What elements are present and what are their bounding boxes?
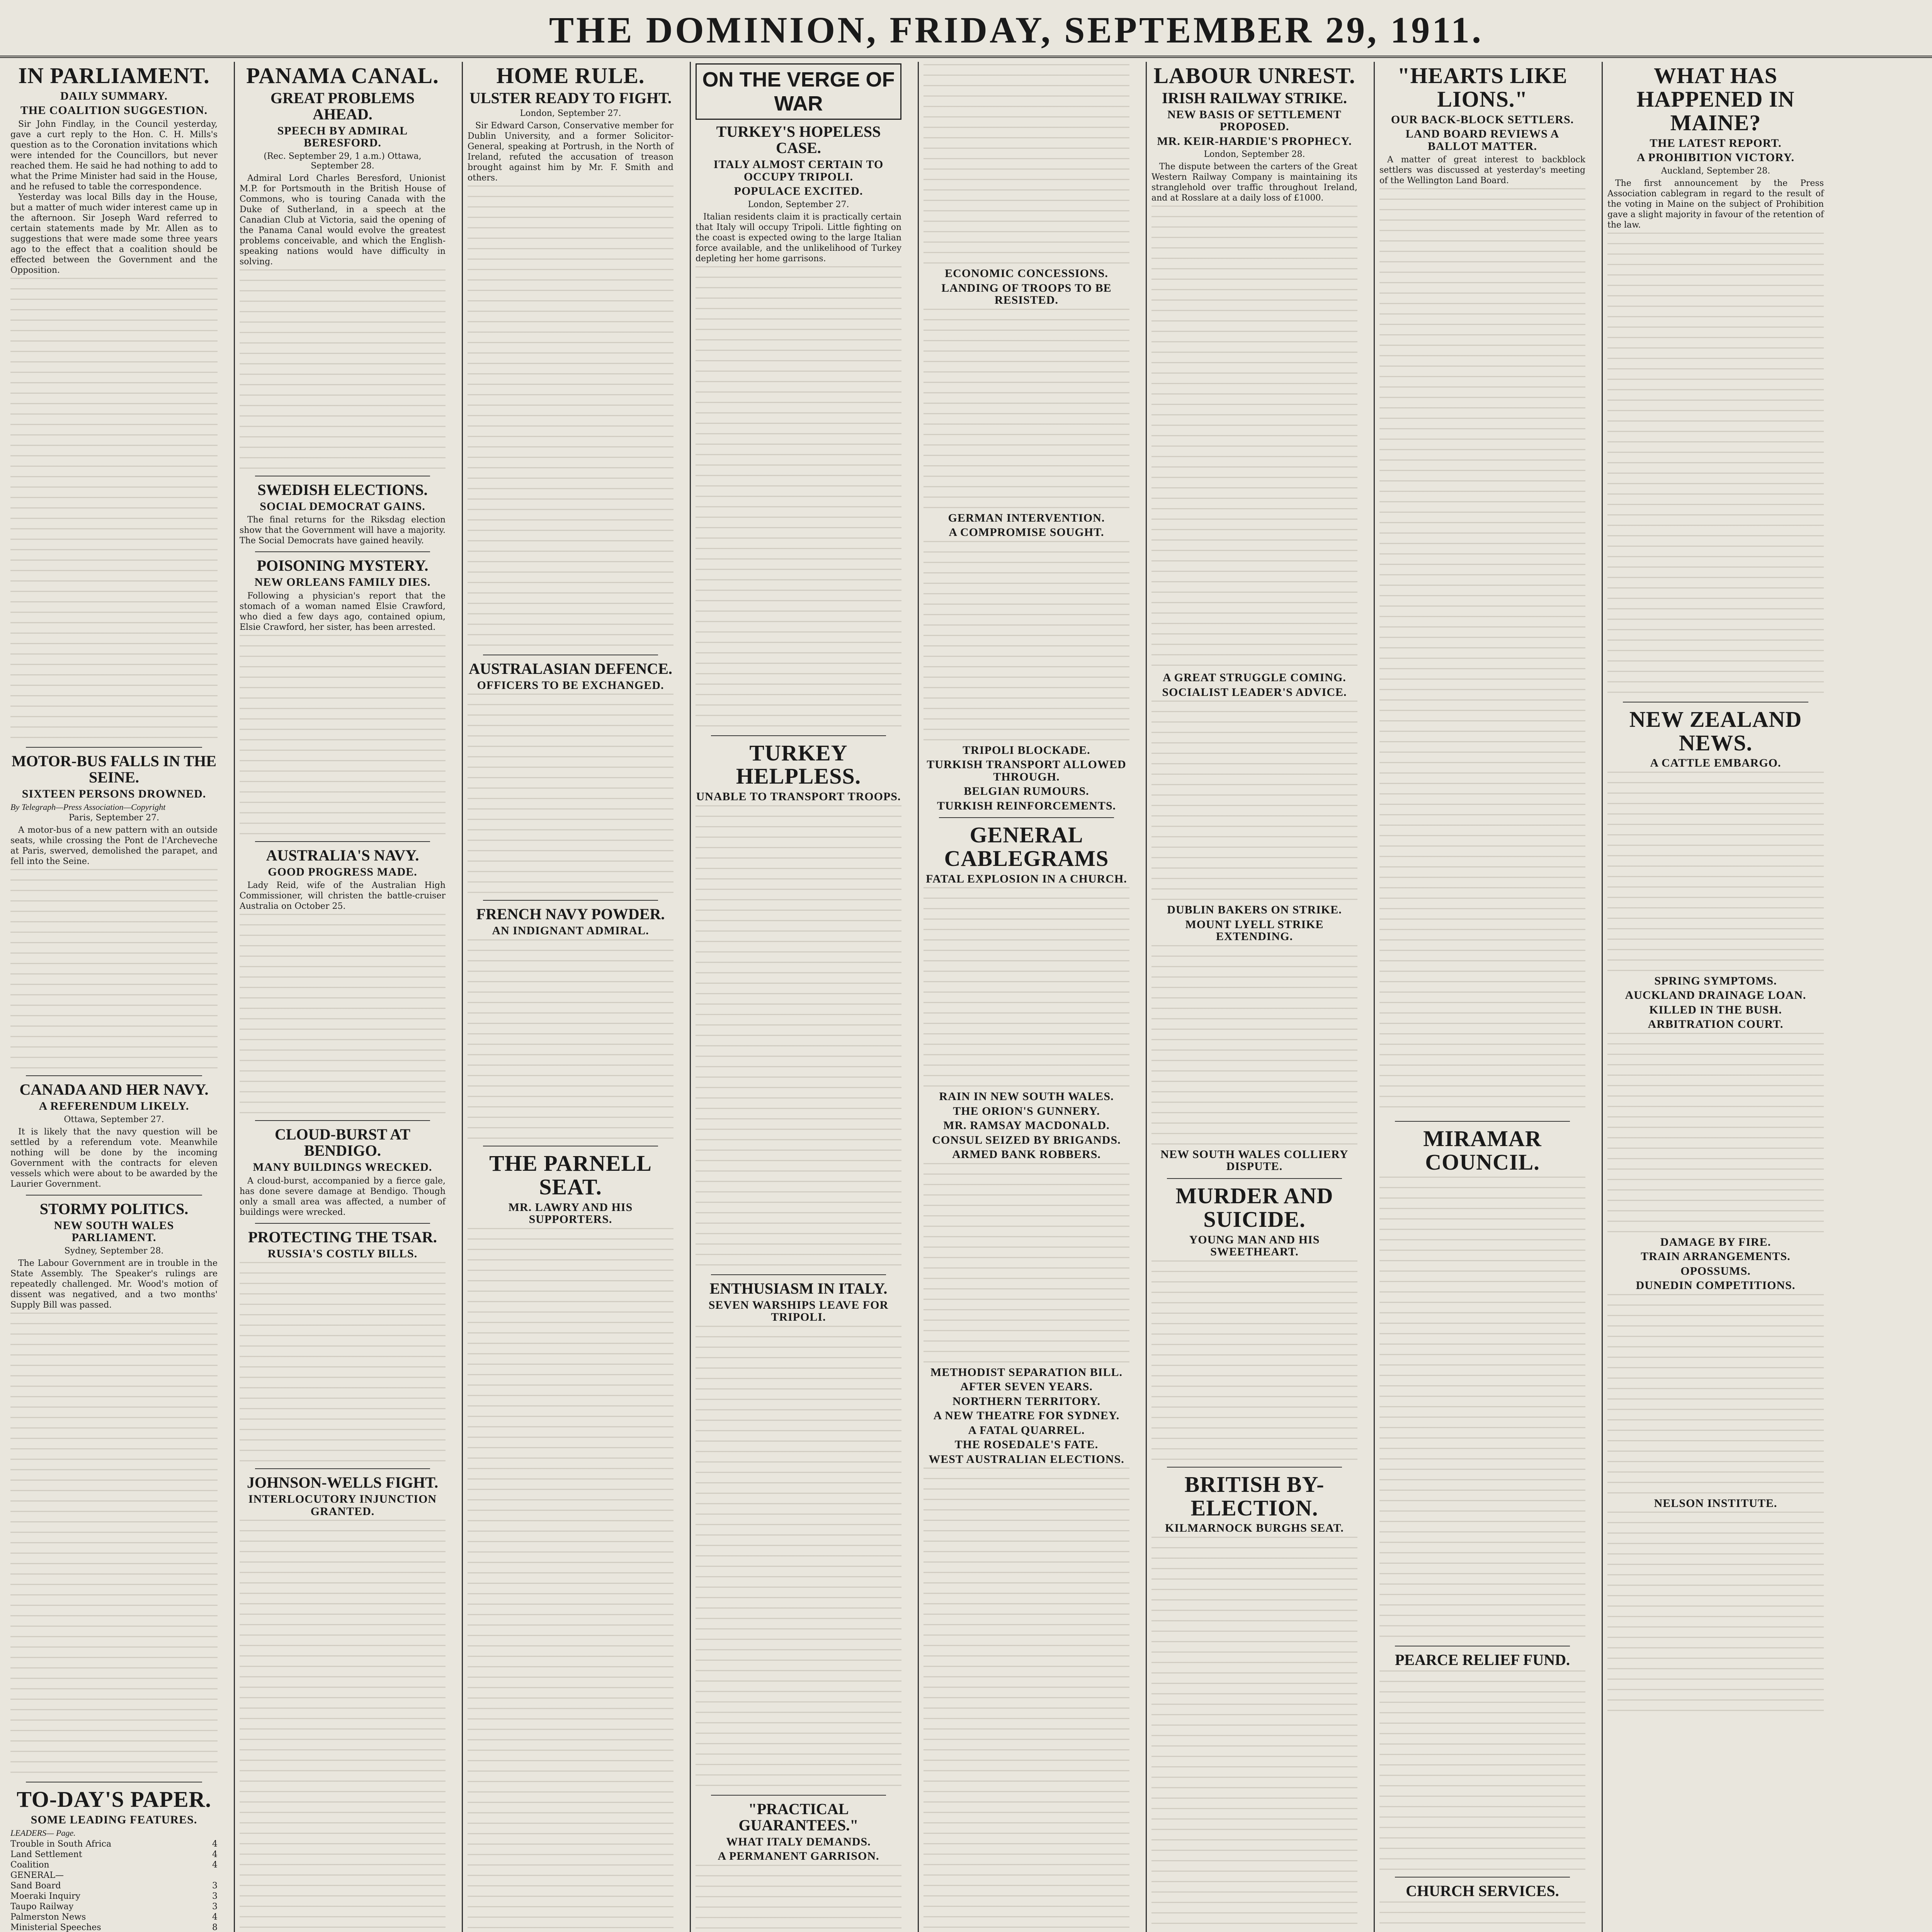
text-block — [923, 64, 1129, 265]
subhead: TURKISH TRANSPORT ALLOWED THROUGH. — [927, 758, 1126, 783]
paragraph: A matter of great interest to backblock settlers was discussed at yesterday's meeting of the Wellington Land Board. — [1379, 155, 1585, 186]
divider — [255, 1223, 430, 1224]
text-block — [696, 266, 901, 730]
column-7 — [1374, 62, 1590, 1932]
text-block — [1151, 1537, 1357, 1932]
subhead: FATAL EXPLOSION IN A CHURCH. — [926, 872, 1127, 885]
divider — [255, 1120, 430, 1121]
subhead-coalition: THE COALITION SUGGESTION. — [20, 104, 208, 117]
divider — [711, 1274, 886, 1275]
subhead: TURKEY'S HOPELESS CASE. — [716, 123, 881, 156]
text-block — [1151, 1260, 1357, 1461]
subhead: A PROHIBITION VICTORY. — [1636, 151, 1794, 164]
text-block — [468, 694, 673, 895]
text-block — [240, 635, 446, 836]
headline-cloud-burst: CLOUD-BURST AT BENDIGO. — [275, 1126, 410, 1160]
headline-hearts-like-lions: "HEARTS LIKE LIONS." — [1397, 63, 1568, 112]
divider — [255, 551, 430, 552]
column-3 — [462, 62, 678, 1932]
subhead: AN INDIGNANT ADMIRAL. — [492, 924, 649, 937]
text-block — [468, 185, 673, 649]
text-block — [240, 269, 446, 470]
subhead: SPRING SYMPTOMS. — [1654, 974, 1777, 987]
divider — [711, 1795, 886, 1796]
text-block — [240, 1262, 446, 1463]
column-2 — [234, 62, 450, 1932]
contents-row: GENERAL— — [10, 1871, 64, 1881]
headline-enthusiasm-italy: ENTHUSIASM IN ITALY. — [709, 1279, 888, 1297]
subhead: NEW BASIS OF SETTLEMENT PROPOSED. — [1167, 108, 1342, 133]
subhead: NELSON INSTITUTE. — [1654, 1497, 1777, 1510]
contents-row: Land Settlement 4 — [10, 1850, 218, 1860]
dateline: London, September 27. — [520, 108, 621, 118]
paragraph: Sir Edward Carson, Conservative member for Dublin University, and a former Solicitor-General, speaking at Portrush, in the North of Ireland, refuted the accusation of treason brought against him by Mr. F. Smith and others. — [468, 121, 673, 183]
text-block — [1151, 206, 1357, 669]
text-block — [1379, 188, 1585, 1116]
subhead: NEW SOUTH WALES PARLIAMENT. — [54, 1219, 174, 1244]
masthead — [0, 0, 1932, 58]
subhead: LANDING OF TROOPS TO BE RESISTED. — [941, 281, 1112, 306]
headline-todays-paper: TO-DAY'S PAPER. — [17, 1786, 211, 1812]
text-block — [1151, 945, 1357, 1146]
headline-labour-unrest: LABOUR UNREST. — [1153, 63, 1355, 88]
paragraph: The Labour Government are in trouble in the State Assembly. The Speaker's rulings are repeatedly challenged. Mr. Wood's motion of dissent was negatived, and a two months' Supply Bill was passed. — [10, 1258, 218, 1310]
subhead: GREAT PROBLEMS AHEAD. — [270, 89, 415, 123]
columns — [6, 62, 1932, 1932]
subhead: WHAT ITALY DEMANDS. — [726, 1835, 871, 1848]
paragraph: Italian residents claim it is practically certain that Italy will occupy Tripoli. Little fighting on the coast is expected owing to the large Italian force available, and the unlikelihood of Turkey depleting her home garrisons. — [696, 212, 901, 264]
divider — [255, 841, 430, 842]
text-block — [10, 869, 218, 1070]
subhead: DAMAGE BY FIRE. — [1660, 1235, 1771, 1248]
headline-practical-guarantees: "PRACTICAL GUARANTEES." — [738, 1800, 859, 1834]
headline-miramar-council: MIRAMAR COUNCIL. — [1423, 1126, 1542, 1175]
subhead: A PERMANENT GARRISON. — [718, 1850, 879, 1863]
divider — [255, 1468, 430, 1469]
divider — [1395, 1121, 1570, 1122]
subhead: THE ORION'S GUNNERY. — [953, 1104, 1100, 1117]
subhead: METHODIST SEPARATION BILL. — [930, 1366, 1122, 1379]
subhead: RUSSIA'S COSTLY BILLS. — [267, 1247, 418, 1260]
contents-table — [10, 1839, 218, 1932]
text-block — [468, 1228, 673, 1932]
headline-poisoning: POISONING MYSTERY. — [257, 557, 429, 575]
subhead: IRISH RAILWAY STRIKE. — [1162, 89, 1347, 107]
subhead: TRAIN ARRANGEMENTS. — [1641, 1250, 1791, 1263]
divider — [1395, 1877, 1570, 1878]
subhead: ECONOMIC CONCESSIONS. — [945, 267, 1108, 280]
subhead: UNABLE TO TRANSPORT TROOPS. — [696, 790, 901, 803]
paragraph: Following a physician's report that the stomach of a woman named Elsie Crawford, who died a few days ago, contained opium, Elsie Crawford, her sister, has been arrested. — [240, 591, 446, 632]
dateline: Auckland, September 28. — [1661, 166, 1770, 176]
subhead: A REFERENDUM LIKELY. — [39, 1100, 189, 1113]
column-6 — [1146, 62, 1362, 1932]
contents-row: Taupo Railway 3 — [10, 1902, 218, 1912]
column-8-inner — [1607, 64, 1824, 1713]
subhead: ARMED BANK ROBBERS. — [952, 1148, 1101, 1161]
headline-maine: WHAT HAS HAPPENED IN MAINE? — [1636, 63, 1795, 135]
column-5 — [918, 62, 1134, 1932]
paragraph: Sir John Findlay, in the Council yesterday, gave a curt reply to the Hon. C. H. Mills's question as to the Coronation invitations which were intended for the Councillors, but never reached them. He said he had nothing to add to what the Prime Minister had said in the House, and he refused to table the correspondence. — [10, 119, 218, 192]
text-block — [1151, 701, 1357, 901]
text-block — [1607, 1033, 1824, 1234]
subhead: MR. KEIR-HARDIE'S PROPHECY. — [1157, 134, 1352, 148]
text-block — [696, 1865, 901, 1932]
text-block — [1607, 772, 1824, 973]
text-block — [10, 1313, 218, 1776]
subhead: ULSTER READY TO FIGHT. — [469, 89, 672, 107]
subhead: KILLED IN THE BUSH. — [1649, 1003, 1782, 1016]
headline-new-zealand-news: NEW ZEALAND NEWS. — [1629, 706, 1802, 755]
text-block — [923, 309, 1129, 510]
divider — [1167, 1467, 1342, 1468]
subhead: YOUNG MAN AND HIS SWEETHEART. — [1189, 1233, 1320, 1259]
divider — [26, 1195, 202, 1196]
headline-stormy-politics: STORMY POLITICS. — [39, 1200, 189, 1218]
dateline: London, September 27. — [748, 199, 849, 209]
credit-line: By Telegraph—Press Association—Copyright — [10, 802, 166, 812]
dateline: (Rec. September 29, 1 a.m.) Ottawa, September 28. — [264, 151, 422, 171]
subhead: A COMPROMISE SOUGHT. — [949, 526, 1104, 539]
subhead: TRIPOLI BLOCKADE. — [963, 743, 1090, 757]
subhead: ITALY ALMOST CERTAIN TO OCCUPY TRIPOLI. — [713, 158, 884, 183]
headline-church-services: CHURCH SERVICES. — [1406, 1882, 1559, 1900]
text-block — [1379, 1670, 1585, 1871]
subhead: NEW ORLEANS FAMILY DIES. — [254, 576, 431, 589]
contents-row: Moeraki Inquiry 3 — [10, 1891, 218, 1901]
paragraph: It is likely that the navy question will be settled by a referendum vote. Meanwhile nothing will be done by the incoming Government with the contracts for eleven vessels which were about to be awarded by the Laurier Government. — [10, 1127, 218, 1189]
text-block — [1379, 1177, 1585, 1640]
divider — [939, 817, 1114, 818]
subhead: CONSUL SEIZED BY BRIGANDS. — [932, 1133, 1121, 1146]
headline-murder-suicide: MURDER AND SUICIDE. — [1175, 1183, 1333, 1232]
subhead: SOME LEADING FEATURES. — [31, 1813, 197, 1826]
headline-french-navy: FRENCH NAVY POWDER. — [476, 905, 665, 923]
subhead: THE ROSEDALE'S FATE. — [954, 1438, 1099, 1451]
paragraph: Admiral Lord Charles Beresford, Unionist M.P. for Portsmouth in the British House of Commons, who is touring Canada with the Duke of Sutherland, in a speech at the Canadian Club at Victoria, said the opening of the Panama Canal would evolve the greatest problems conceivable, and which the English-speaking nations would have difficulty in solving. — [240, 173, 446, 267]
headline-tsar: PROTECTING THE TSAR. — [248, 1228, 437, 1246]
dateline: Paris, September 27. — [68, 813, 160, 823]
contents-row: Ministerial Speeches 8 — [10, 1923, 218, 1932]
headline-australasian-defence: AUSTRALASIAN DEFENCE. — [469, 660, 672, 677]
paragraph: Lady Reid, wife of the Australian High Commissioner, will christen the battle-cruiser Australia on October 25. — [240, 881, 446, 912]
subhead: A CATTLE EMBARGO. — [1650, 757, 1781, 770]
subhead: AFTER SEVEN YEARS. — [960, 1380, 1093, 1393]
headline-home-rule: HOME RULE. — [496, 63, 645, 88]
subhead: BELGIAN RUMOURS. — [964, 785, 1089, 798]
text-block — [1607, 1294, 1824, 1495]
subhead: MOUNT LYELL STRIKE EXTENDING. — [1185, 918, 1324, 943]
headline-british-by-election: BRITISH BY-ELECTION. — [1184, 1471, 1325, 1520]
headline-in-parliament: IN PARLIAMENT. — [18, 63, 210, 88]
subhead: SIXTEEN PERSONS DROWNED. — [22, 787, 206, 800]
contents-header: LEADERS— Page. — [10, 1828, 76, 1838]
headline-australias-navy: AUSTRALIA'S NAVY. — [266, 846, 419, 864]
text-block — [923, 887, 1129, 1088]
text-block — [1379, 1901, 1585, 1932]
divider — [483, 900, 658, 901]
paragraph: The first announcement by the Press Association cablegram in regard to the result of the voting in Maine on the subject of Prohibition gave a slight majority in favour of the retention of the law. — [1607, 178, 1824, 230]
subhead: SEVEN WARSHIPS LEAVE FOR TRIPOLI. — [708, 1298, 889, 1324]
paragraph: A motor-bus of a new pattern with an outside seats, while crossing the Pont de l'Archeveche at Paris, swerved, demolished the parapet, and fell into the Seine. — [10, 825, 218, 867]
subhead: POPULACE EXCITED. — [734, 185, 863, 197]
paragraph: Yesterday was local Bills day in the House, but a matter of much wider interest came up in the afternoon. Sir Joseph Ward referred to certain statements made by Mr. Allen as to suggestions that were made some three years ago to the effect that a coalition should be effected between the Government and the Opposition. — [10, 192, 218, 275]
dateline: Ottawa, September 27. — [64, 1114, 164, 1124]
headline-general-cablegrams: GENERAL CABLEGRAMS — [944, 822, 1109, 871]
newspaper-title: THE DOMINION, FRIDAY, SEPTEMBER 29, 1911. — [549, 9, 1483, 51]
subhead: OFFICERS TO BE EXCHANGED. — [477, 679, 664, 692]
subhead: NEW SOUTH WALES COLLIERY DISPUTE. — [1160, 1148, 1349, 1173]
dateline: London, September 28. — [1204, 150, 1305, 160]
contents-row: Sand Board 3 — [10, 1881, 218, 1891]
text-block — [1607, 1512, 1824, 1713]
subhead: WEST AUSTRALIAN ELECTIONS. — [929, 1452, 1124, 1466]
headline-turkey-helpless: TURKEY HELPLESS. — [736, 740, 861, 789]
divider — [711, 735, 886, 736]
divider — [26, 1075, 202, 1076]
text-block — [240, 914, 446, 1115]
subhead: A FATAL QUARREL. — [968, 1423, 1085, 1437]
headline-parnell-seat: THE PARNELL SEAT. — [489, 1150, 652, 1199]
subhead: MR. LAWRY AND HIS SUPPORTERS. — [508, 1201, 633, 1226]
headline-swedish-elections: SWEDISH ELECTIONS. — [257, 481, 428, 498]
column-1 — [6, 62, 222, 1932]
paragraph: The dispute between the carters of the Great Western Railway Company is maintaining its stranglehold over traffic throughout Ireland, and at Rosslare at a daily loss of £1000. — [1151, 162, 1357, 203]
subhead: OUR BACK-BLOCK SETTLERS. — [1391, 113, 1574, 126]
subhead: MANY BUILDINGS WRECKED. — [253, 1161, 432, 1174]
headline-johnson-wells: JOHNSON-WELLS FIGHT. — [247, 1474, 438, 1492]
subhead-daily-summary: DAILY SUMMARY. — [60, 89, 168, 102]
subhead: SPEECH BY ADMIRAL BERESFORD. — [277, 124, 408, 150]
subhead: MR. RAMSAY MACDONALD. — [943, 1119, 1110, 1132]
text-block — [923, 1468, 1129, 1931]
headline-verge-of-war: ON THE VERGE OF WAR — [696, 63, 901, 120]
column-4 — [690, 62, 906, 1932]
contents-row: Coalition 4 — [10, 1860, 218, 1870]
text-block — [10, 278, 218, 742]
text-block — [468, 939, 673, 1140]
contents-row: Trouble in South Africa 4 — [10, 1839, 218, 1849]
subhead: TURKISH REINFORCEMENTS. — [937, 799, 1116, 812]
paragraph: The final returns for the Riksdag election show that the Government will have a majority. The Social Democrats have gained heavily. — [240, 515, 446, 546]
subhead: A GREAT STRUGGLE COMING. — [1163, 671, 1346, 684]
subhead: AUCKLAND DRAINAGE LOAN. — [1625, 989, 1806, 1002]
headline-canada-navy: CANADA AND HER NAVY. — [19, 1081, 209, 1099]
subhead: LAND BOARD REVIEWS A BALLOT MATTER. — [1405, 128, 1560, 153]
text-block — [923, 541, 1129, 742]
subhead: SOCIALIST LEADER'S ADVICE. — [1162, 685, 1347, 699]
subhead: KILMARNOCK BURGHS SEAT. — [1165, 1522, 1344, 1535]
subhead: GERMAN INTERVENTION. — [948, 511, 1105, 524]
subhead: DUNEDIN COMPETITIONS. — [1636, 1279, 1796, 1292]
subhead: A NEW THEATRE FOR SYDNEY. — [933, 1409, 1120, 1422]
subhead: RAIN IN NEW SOUTH WALES. — [939, 1090, 1114, 1103]
column-8 — [1602, 62, 1932, 1932]
subhead: OPOSSUMS. — [1680, 1264, 1751, 1277]
subhead: SOCIAL DEMOCRAT GAINS. — [260, 500, 425, 513]
headline-panama-canal: PANAMA CANAL. — [246, 63, 439, 88]
headline-pearce-relief: PEARCE RELIEF FUND. — [1395, 1651, 1570, 1669]
paragraph: A cloud-burst, accompanied by a fierce gale, has done severe damage at Bendigo. Though only a small area was affected, a number of buildings were wrecked. — [240, 1176, 446, 1217]
article-body — [10, 119, 218, 276]
text-block — [240, 1520, 446, 1932]
divider — [1167, 1178, 1342, 1179]
subhead: THE LATEST REPORT. — [1650, 136, 1782, 150]
contents-row: Palmerston News 4 — [10, 1912, 218, 1922]
subhead: ARBITRATION COURT. — [1648, 1018, 1784, 1031]
dateline: Sydney, September 28. — [64, 1246, 164, 1256]
headline-motor-bus: MOTOR-BUS FALLS IN THE SEINE. — [11, 752, 217, 786]
subhead: DUBLIN BAKERS ON STRIKE. — [1167, 903, 1342, 917]
text-block — [696, 805, 901, 1269]
subhead: INTERLOCUTORY INJUNCTION GRANTED. — [248, 1493, 437, 1518]
subhead: NORTHERN TERRITORY. — [952, 1395, 1101, 1408]
text-block — [1607, 233, 1824, 696]
text-block — [696, 1326, 901, 1789]
divider — [26, 747, 202, 748]
text-block — [923, 1163, 1129, 1364]
subhead: GOOD PROGRESS MADE. — [268, 865, 417, 878]
